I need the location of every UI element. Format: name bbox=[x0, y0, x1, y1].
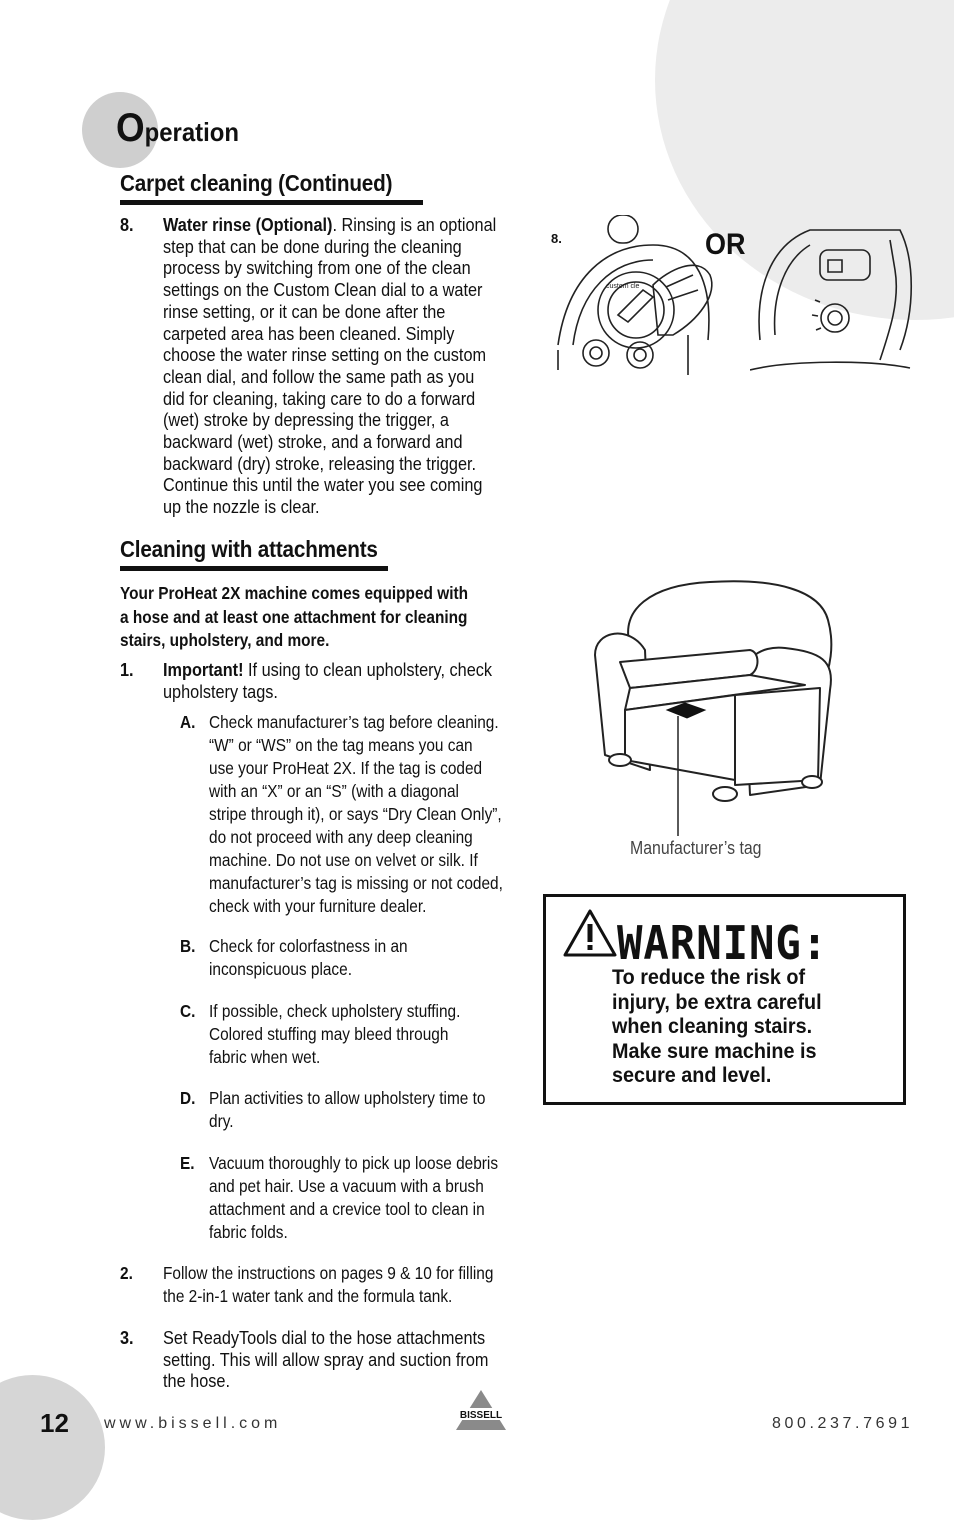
step-3-line: Set ReadyTools dial to the hose attachments bbox=[163, 1327, 486, 1348]
step-number: 2. bbox=[120, 1263, 133, 1283]
substep-line: Check for colorfastness in an bbox=[209, 936, 408, 956]
dial-label: custom cle bbox=[606, 283, 640, 290]
warning-triangle-icon bbox=[562, 908, 618, 958]
step-8-lead: Water rinse (Optional) bbox=[163, 214, 333, 235]
warning-line: secure and level. bbox=[612, 1063, 772, 1087]
step-8-text bbox=[163, 214, 537, 518]
step-1-line: upholstery tags. bbox=[163, 680, 278, 702]
warning-line: injury, be extra careful bbox=[612, 989, 822, 1014]
step-3-line: the hose. bbox=[163, 1370, 230, 1392]
title-initial: O bbox=[116, 106, 145, 150]
step-1-text bbox=[163, 659, 537, 702]
substep-line: and pet hair. Use a vacuum with a brush bbox=[209, 1176, 484, 1196]
step-number: 8. bbox=[120, 214, 134, 235]
step-8-line: carpeted area has been cleaned. Simply bbox=[163, 322, 455, 344]
substep-line: manufacturer’s tag is missing or not coded, bbox=[209, 873, 503, 893]
step-1-line-0 bbox=[163, 659, 537, 681]
substep-line: Colored stuffing may bleed through bbox=[209, 1024, 449, 1044]
substep-a-text bbox=[209, 711, 543, 918]
warning-line: when cleaning stairs. bbox=[612, 1014, 813, 1038]
warning-text bbox=[612, 965, 879, 1088]
substep-line: attachment and a crevice tool to clean in bbox=[209, 1199, 485, 1219]
page-number: 12 bbox=[40, 1408, 69, 1438]
substep-line: use your ProHeat 2X. If the tag is coded bbox=[209, 758, 483, 778]
substep-letter: B. bbox=[180, 936, 196, 956]
figure-or-label: OR bbox=[705, 228, 746, 261]
figure-8-number: 8. bbox=[551, 231, 562, 246]
step-8-line: step that can be done during the cleaning bbox=[163, 235, 462, 257]
substep-line: Vacuum thoroughly to pick up loose debris bbox=[209, 1153, 499, 1173]
step-8-line: clean dial, and follow the same path as you bbox=[163, 365, 475, 387]
intro-line: Your ProHeat 2X machine comes equipped with bbox=[120, 583, 469, 603]
step-8-line: choose the water rinse setting on the custom bbox=[163, 344, 487, 366]
substep-line: with an “X” or an “S” (with a diagonal bbox=[209, 781, 459, 801]
step-3-line: setting. This will allow spray and suction from bbox=[163, 1348, 489, 1370]
step-8-line: Continue this until the water you see coming bbox=[163, 474, 483, 496]
armchair-illustration bbox=[590, 570, 840, 840]
step-1-line-0-text: If using to clean upholstery, check bbox=[243, 659, 493, 680]
step-8-line: process by switching from one of the clean bbox=[163, 257, 471, 279]
substep-line: Plan activities to allow upholstery time to bbox=[209, 1088, 486, 1108]
step-8-line-0 bbox=[163, 214, 537, 236]
dial-illustration-left bbox=[548, 215, 718, 380]
footer-website: www.bissell.com bbox=[104, 1415, 282, 1432]
substep-b-text bbox=[209, 935, 543, 981]
dial-illustration-right bbox=[750, 220, 915, 380]
attachments-intro bbox=[120, 582, 534, 653]
substep-d-text bbox=[209, 1087, 543, 1133]
substep-c-text bbox=[209, 1000, 543, 1069]
section-heading-attachments: Cleaning with attachments bbox=[120, 536, 378, 562]
substep-line: do not proceed with any deep cleaning bbox=[209, 827, 473, 847]
step-number: 1. bbox=[120, 659, 134, 680]
step-2-line: Follow the instructions on pages 9 & 10 for filling bbox=[163, 1263, 494, 1283]
warning-line: Make sure machine is bbox=[612, 1038, 817, 1063]
bissell-logo bbox=[450, 1388, 512, 1432]
substep-line: machine. Do not use on velvet or silk. If bbox=[209, 850, 478, 870]
substep-line: stripe through it), or says “Dry Clean Only”, bbox=[209, 804, 502, 824]
substep-line: fabric when wet. bbox=[209, 1047, 321, 1067]
substep-line: inconspicuous place. bbox=[209, 959, 352, 979]
section-heading-rule bbox=[120, 200, 423, 205]
substep-line: fabric folds. bbox=[209, 1222, 288, 1242]
substep-line: check with your furniture dealer. bbox=[209, 896, 427, 916]
step-8-line: settings on the Custom Clean dial to a water bbox=[163, 279, 483, 301]
step-8-line: rinse setting, or it can be done after the bbox=[163, 300, 446, 322]
warning-title: WARNING: bbox=[617, 916, 829, 970]
page-number-circle-decoration bbox=[0, 1375, 105, 1520]
substep-e-text bbox=[209, 1152, 543, 1244]
warning-line: To reduce the risk of bbox=[612, 965, 806, 989]
substep-line: “W” or “WS” on the tag means you can bbox=[209, 735, 473, 755]
substep-line: If possible, check upholstery stuffing. bbox=[209, 1001, 461, 1021]
page-title bbox=[116, 108, 239, 148]
substep-line: Check manufacturer’s tag before cleaning. bbox=[209, 712, 499, 732]
substep-letter: E. bbox=[180, 1153, 195, 1173]
footer-phone: 800.237.7691 bbox=[772, 1415, 914, 1432]
step-3-text bbox=[163, 1327, 537, 1392]
step-2-line: the 2-in-1 water tank and the formula tank. bbox=[163, 1286, 453, 1306]
step-1-lead: Important! bbox=[163, 659, 244, 680]
section-heading-rule bbox=[120, 566, 388, 571]
manufacturer-tag-caption: Manufacturer’s tag bbox=[630, 838, 762, 858]
section-heading-carpet-cleaning: Carpet cleaning (Continued) bbox=[120, 170, 393, 196]
substep-letter: D. bbox=[180, 1088, 196, 1108]
substep-line: dry. bbox=[209, 1111, 234, 1131]
step-8-line: up the nozzle is clear. bbox=[163, 496, 320, 518]
step-8-line: backward (dry) stroke, releasing the trigger. bbox=[163, 452, 477, 474]
step-8-line: backward (wet) stroke, and a forward and bbox=[163, 431, 463, 453]
step-8-line: did for cleaning, taking care to do a forward bbox=[163, 387, 476, 409]
step-8-line-0-text: . Rinsing is an optional bbox=[332, 214, 497, 235]
substep-letter: A. bbox=[180, 712, 196, 732]
substep-letter: C. bbox=[180, 1001, 196, 1021]
title-rest: peration bbox=[144, 117, 240, 147]
step-number: 3. bbox=[120, 1327, 134, 1348]
intro-line: stairs, upholstery, and more. bbox=[120, 630, 330, 650]
bissell-logo-text: BISSELL bbox=[459, 1410, 503, 1421]
step-8-line: (wet) stroke by depressing the trigger, a bbox=[163, 409, 449, 431]
step-2-text bbox=[163, 1262, 537, 1308]
intro-line: a hose and at least one attachment for cleaning bbox=[120, 606, 468, 627]
